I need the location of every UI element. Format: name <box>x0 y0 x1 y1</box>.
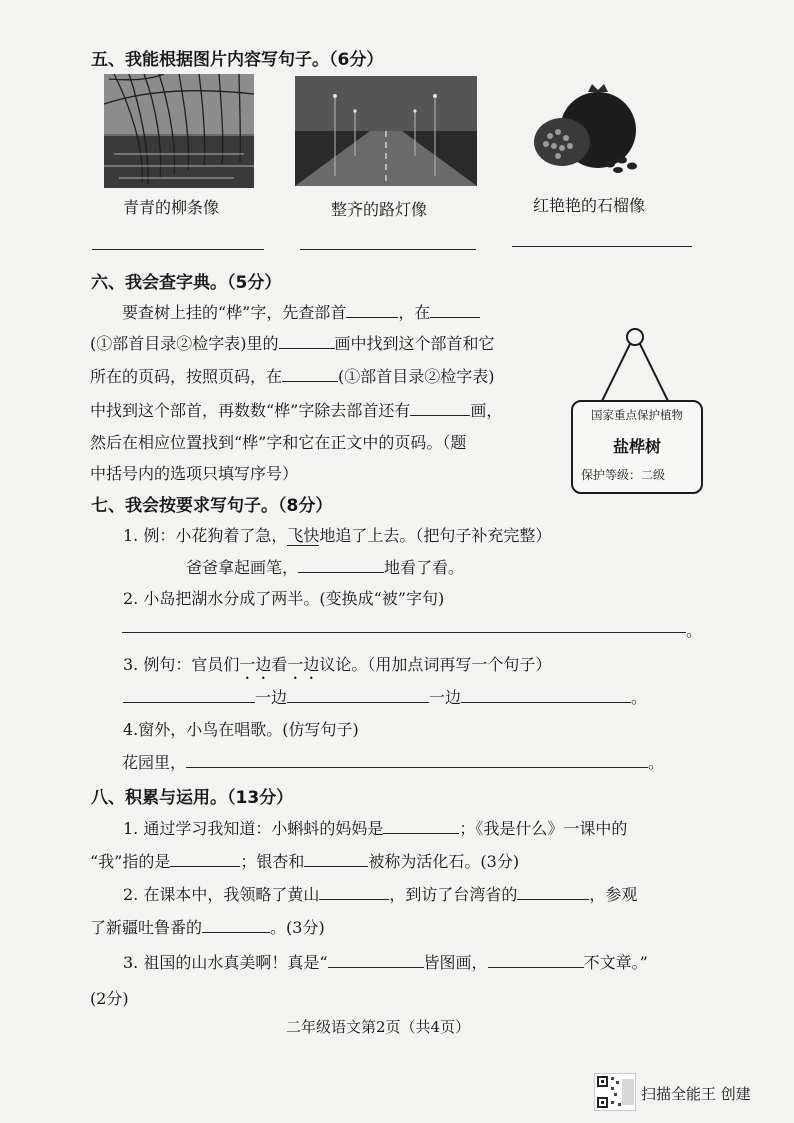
s6-line-1-a: 要查树上挂的“桦”字，先查部首 <box>122 303 347 322</box>
caption-willow: 青青的柳条像 <box>123 198 220 217</box>
s7-q1 <box>123 523 551 546</box>
s6-line-1-b: ，在 <box>398 303 431 322</box>
s7-q1-pre: 1. 例：小花狗着了急， <box>123 526 288 545</box>
s8-q3-b: 皆图画， <box>423 953 488 972</box>
huangshan-blank[interactable] <box>319 885 389 900</box>
s8-q2-b: ，到访了台湾省的 <box>389 885 518 904</box>
pomegranate-picture <box>528 84 658 174</box>
s7-q2-period: 。 <box>686 621 703 640</box>
s6-line-4 <box>90 398 502 421</box>
plant-sign <box>571 400 703 494</box>
answer-line-willow[interactable] <box>92 249 264 250</box>
s7-q3-pre: 3. 例句：官员们 <box>123 655 240 674</box>
section-5-title: 五、我能根据图片内容写句子。（6分） <box>91 50 384 70</box>
s6-line-3 <box>90 364 495 387</box>
s7-q3-blank-3[interactable] <box>461 688 631 703</box>
sign-plant-name: 盐桦树 <box>612 437 661 456</box>
answer-line-pomegranate[interactable] <box>512 246 692 247</box>
s7-q3-answer <box>123 685 647 708</box>
what-am-i-blank[interactable] <box>170 852 240 867</box>
s6-line-4-b: 画， <box>470 401 503 420</box>
s8-q2-e: 。(3分) <box>270 918 325 937</box>
s8-q2-d: 了新疆吐鲁番的 <box>90 918 203 937</box>
taiwan-blank[interactable] <box>517 885 589 900</box>
s8-q1-a: 1. 通过学习我知道：小蝌蚪的妈妈是 <box>123 819 384 838</box>
s7-q3 <box>123 652 551 683</box>
s6-line-2-a: (①部首目录②检字表)里的 <box>90 334 279 353</box>
s8-q2-c: ，参观 <box>589 885 638 904</box>
sign-hanger <box>590 325 680 405</box>
s7-q4: 4.窗外，小鸟在唱歌。(仿写句子) <box>123 720 359 739</box>
s7-q2: 2. 小岛把湖水分成了两半。(变换成“被”字句) <box>123 589 445 608</box>
poem-blank-1[interactable] <box>328 953 424 968</box>
s6-line-4-a: 中找到这个部首，再数数“桦”字除去部首还有 <box>90 401 411 420</box>
poem-blank-2[interactable] <box>488 953 584 968</box>
section-6-title: 六、我会查字典。（5分） <box>91 273 282 293</box>
s7-q2-answer-line[interactable] <box>122 632 686 633</box>
answer-line-street-lights[interactable] <box>300 249 476 250</box>
s8-q3-points: (2分) <box>90 989 129 1008</box>
s8-q1-line-2 <box>90 849 519 872</box>
s7-q3-answer-word-2: 一边 <box>429 688 462 707</box>
s7-q3-dotted-word-2: 一边 <box>287 655 320 674</box>
s6-line-2 <box>90 331 495 354</box>
s8-q3-c: 不文章。” <box>583 953 648 972</box>
sign-protection-level: 保护等级：二级 <box>581 468 666 482</box>
s7-q3-answer-word-1: 一边 <box>255 688 288 707</box>
s8-q2-a: 2. 在课本中，我领略了黄山 <box>123 885 320 904</box>
s8-q1-d: ；银杏和 <box>240 852 305 871</box>
section-8-title: 八、积累与运用。（13分） <box>91 788 294 808</box>
s7-q4-answer-prefix: 花园里， <box>122 753 187 772</box>
caption-street-lights: 整齐的路灯像 <box>331 200 428 219</box>
street-lights-picture <box>295 76 477 186</box>
s6-line-2-b: 画中找到这个部首和它 <box>334 334 495 353</box>
s6-line-3-b: (①部首目录②检字表) <box>338 367 495 386</box>
s7-q4-period: 。 <box>648 753 665 772</box>
index-choice-blank[interactable] <box>430 303 480 318</box>
s7-q3-dotted-word-1: 一边 <box>239 655 272 674</box>
s8-q1-e: 被称为活化石。(3分) <box>368 852 520 871</box>
remaining-strokes-blank[interactable] <box>410 401 470 416</box>
turpan-blank[interactable] <box>202 918 270 933</box>
page-footer: 二年级语文第2页（共4页） <box>286 1018 471 1036</box>
s7-q3-post: 议论。（用加点词再写一个句子） <box>319 655 552 674</box>
s8-q1-b: ；《我是什么》一课中的 <box>459 819 628 838</box>
s8-q3-a: 3. 祖国的山水真美啊！真是“ <box>123 953 328 972</box>
s7-q4-answer <box>122 750 664 773</box>
s7-q1-example-word: 飞快 <box>287 526 320 545</box>
s7-q3-blank-1[interactable] <box>123 688 255 703</box>
s7-q1-exercise-a: 爸爸拿起画笔， <box>186 558 299 577</box>
tadpole-mother-blank[interactable] <box>383 819 459 834</box>
s8-q3 <box>123 950 648 973</box>
stroke-count-blank[interactable] <box>279 334 335 349</box>
s7-q3-mid: 看 <box>271 655 288 674</box>
caption-pomegranate: 红艳艳的石榴像 <box>533 196 646 215</box>
willow-picture <box>104 74 254 188</box>
s7-q1-exercise-b: 地看了看。 <box>384 558 465 577</box>
s6-line-3-a: 所在的页码，按照页码，在 <box>90 367 283 386</box>
s8-q2-line-1 <box>123 882 637 905</box>
adverb-blank[interactable] <box>298 558 384 573</box>
s7-q1-post: 地追了上去。（把句子补充完整） <box>319 526 552 545</box>
watermark-text: 扫描全能王 创建 <box>641 1085 751 1103</box>
s7-q3-blank-2[interactable] <box>287 688 429 703</box>
s7-q3-period: 。 <box>631 688 648 707</box>
sign-category: 国家重点保护植物 <box>591 408 683 422</box>
s7-q4-blank[interactable] <box>186 753 648 768</box>
s7-q1-exercise <box>186 555 464 578</box>
s6-line-1 <box>122 300 480 323</box>
living-fossil-blank[interactable] <box>304 852 368 867</box>
section-7-title: 七、我会按要求写句子。（8分） <box>91 496 333 516</box>
table-choice-blank[interactable] <box>282 367 338 382</box>
s8-q1-c: “我”指的是 <box>90 852 171 871</box>
s6-line-6: 中括号内的选项只填写序号） <box>90 464 299 483</box>
qr-code-icon <box>594 1073 636 1111</box>
s8-q2-line-2 <box>90 915 325 938</box>
radical-blank[interactable] <box>346 303 398 318</box>
s8-q1-line-1 <box>123 816 627 839</box>
s6-line-5: 然后在相应位置找到“桦”字和它在正文中的页码。（题 <box>90 433 467 452</box>
